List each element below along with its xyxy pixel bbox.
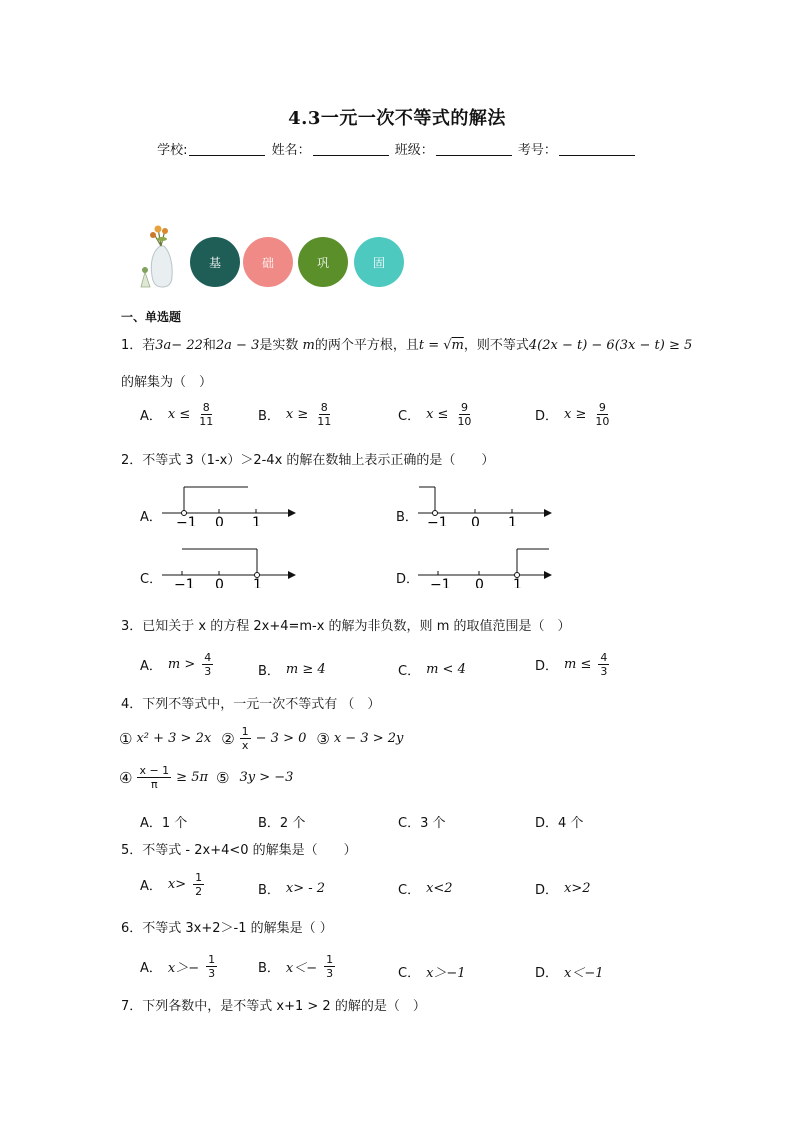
q6-option-c[interactable]: C． x＞−1 [398, 966, 466, 981]
name-blank[interactable] [313, 142, 389, 156]
name-label: 姓名： [271, 143, 311, 158]
number-line-a [162, 484, 297, 526]
class-blank[interactable] [436, 142, 512, 156]
question-5: 5．不等式 - 2x+4<0 的解集是（ ） [121, 843, 357, 858]
q4-option-a[interactable]: A．1 个 [140, 816, 188, 831]
q6-option-b[interactable]: B． x＜− $\frac{1}{3}$ [258, 953, 334, 980]
badge-gong: 巩 [298, 237, 348, 287]
sqrt-sign: √m [443, 338, 464, 353]
q3-option-d[interactable]: D． m ≤ $\frac{4}{3}$ [535, 651, 608, 678]
badge-chu: 础 [243, 237, 293, 287]
svg-text:−1: −1 [427, 515, 448, 526]
question-1: 1．若3a− 22和2a − 3是实数 m的两个平方根，且t = √m，则不等式4(2x − t) − 6(3x − t) ≥ 5 [121, 338, 693, 353]
question-3: 3．已知关于 x 的方程 2x+4=m-x 的解为非负数，则 m 的取值范围是（ ） [121, 619, 571, 634]
svg-text:0: 0 [215, 577, 224, 588]
q1-option-c[interactable]: C． x ≤ $\frac{9}{10}$ [398, 401, 472, 428]
q5-option-d[interactable]: D． x>2 [535, 881, 591, 898]
q4-items-row2: ④ $\frac{x - 1}{\pi}$ ≥ 5π ⑤ 3y > −3 [119, 764, 294, 791]
number-label: 考号： [517, 143, 557, 158]
badge-ji: 基 [190, 237, 240, 287]
question-4: 4．下列不等式中，一元一次不等式有 （ ） [121, 697, 381, 712]
question-6: 6．不等式 3x+2＞-1 的解集是（ ） [121, 921, 333, 936]
plant-vase-icon [138, 224, 184, 288]
q5-option-b[interactable]: B． x> - 2 [258, 881, 326, 898]
svg-text:1: 1 [513, 577, 522, 588]
school-label: 学校: [157, 143, 188, 158]
q3-option-b[interactable]: B． m ≥ 4 [258, 662, 326, 679]
q1-option-a[interactable]: A． x ≤ $\frac{8}{11}$ [140, 401, 214, 428]
q4-option-d[interactable]: D．4 个 [535, 816, 584, 831]
page-title: 4.3一元一次不等式的解法 [288, 108, 506, 129]
svg-text:−1: −1 [176, 515, 197, 526]
svg-text:−1: −1 [430, 577, 451, 588]
svg-text:0: 0 [215, 515, 224, 526]
svg-text:0: 0 [471, 515, 480, 526]
q1-option-d[interactable]: D． x ≥ $\frac{9}{10}$ [535, 401, 610, 428]
svg-text:1: 1 [508, 515, 517, 526]
section-heading: 一、单选题 [121, 310, 182, 324]
question-1-line2: 的解集为（ ） [121, 375, 213, 390]
school-blank[interactable] [189, 142, 265, 156]
number-line-c [162, 546, 297, 588]
q6-option-d[interactable]: D． x＜−1 [535, 966, 604, 981]
question-2: 2．不等式 3（1-x）＞2-4x 的解在数轴上表示正确的是（ ） [121, 453, 495, 468]
q3-option-c[interactable]: C． m < 4 [398, 662, 466, 679]
q5-option-c[interactable]: C． x<2 [398, 881, 453, 898]
student-info-line [0, 139, 794, 158]
svg-text:1: 1 [252, 515, 261, 526]
number-line-d [418, 546, 553, 588]
q4-option-b[interactable]: B．2 个 [258, 816, 306, 831]
q6-option-a[interactable]: A． x＞− $\frac{1}{3}$ [140, 953, 216, 980]
q5-option-a[interactable]: A． x> $\frac{1}{2}$ [140, 871, 203, 898]
number-line-b [418, 484, 553, 526]
question-7: 7．下列各数中，是不等式 x+1 > 2 的解的是（ ） [121, 999, 426, 1014]
number-blank[interactable] [559, 142, 635, 156]
q4-items-row1: ① x² + 3 > 2x ② $\frac{1}{x}$ − 3 > 0 ③ x − 3 > 2y [119, 725, 404, 752]
class-label: 班级： [394, 143, 434, 158]
svg-text:1: 1 [253, 577, 262, 588]
svg-text:−1: −1 [174, 577, 195, 588]
q1-option-b[interactable]: B． x ≥ $\frac{8}{11}$ [258, 401, 332, 428]
q3-option-a[interactable]: A． m > $\frac{4}{3}$ [140, 651, 212, 678]
badge-gu: 固 [354, 237, 404, 287]
q4-option-c[interactable]: C．3 个 [398, 816, 446, 831]
svg-text:0: 0 [475, 577, 484, 588]
